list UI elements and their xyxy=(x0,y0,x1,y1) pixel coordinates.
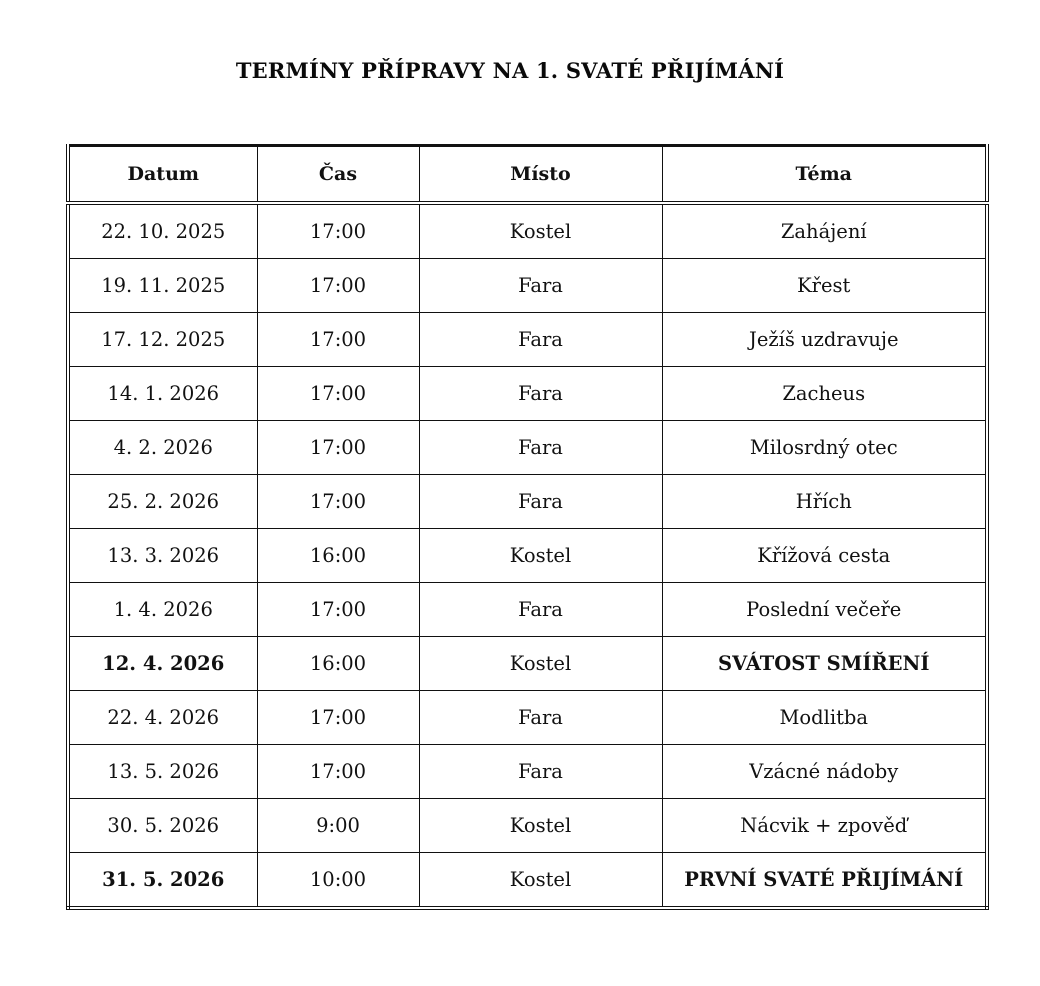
header-place: Místo xyxy=(419,146,662,204)
table-header-row xyxy=(68,146,987,204)
table-row xyxy=(68,259,987,313)
table-row xyxy=(68,799,987,853)
cell-date: 13. 3. 2026 xyxy=(68,529,257,583)
cell-time: 17:00 xyxy=(257,691,419,745)
table-row-highlighted xyxy=(68,637,987,691)
cell-time: 17:00 xyxy=(257,259,419,313)
cell-date: 1. 4. 2026 xyxy=(68,583,257,637)
header-date: Datum xyxy=(68,146,257,204)
schedule-table-container xyxy=(66,144,985,910)
cell-time: 17:00 xyxy=(257,421,419,475)
cell-place: Kostel xyxy=(419,529,662,583)
table-row xyxy=(68,313,987,367)
cell-topic: Nácvik + zpověď xyxy=(662,799,987,853)
cell-time: 17:00 xyxy=(257,583,419,637)
cell-date: 4. 2. 2026 xyxy=(68,421,257,475)
cell-time: 17:00 xyxy=(257,475,419,529)
cell-place: Kostel xyxy=(419,203,662,259)
table-row xyxy=(68,367,987,421)
cell-place: Fara xyxy=(419,475,662,529)
table-row-highlighted xyxy=(68,853,987,909)
cell-date: 13. 5. 2026 xyxy=(68,745,257,799)
cell-place: Fara xyxy=(419,691,662,745)
table-row xyxy=(68,475,987,529)
header-topic: Téma xyxy=(662,146,987,204)
cell-place: Fara xyxy=(419,367,662,421)
cell-topic: Křížová cesta xyxy=(662,529,987,583)
cell-time: 9:00 xyxy=(257,799,419,853)
cell-place: Kostel xyxy=(419,637,662,691)
cell-time: 17:00 xyxy=(257,313,419,367)
table-row xyxy=(68,691,987,745)
cell-time: 10:00 xyxy=(257,853,419,909)
cell-topic: PRVNÍ SVATÉ PŘIJÍMÁNÍ xyxy=(662,853,987,909)
cell-topic: Milosrdný otec xyxy=(662,421,987,475)
cell-topic: Modlitba xyxy=(662,691,987,745)
header-time: Čas xyxy=(257,146,419,204)
cell-date: 30. 5. 2026 xyxy=(68,799,257,853)
cell-place: Fara xyxy=(419,421,662,475)
cell-topic: Poslední večeře xyxy=(662,583,987,637)
cell-topic: Hřích xyxy=(662,475,987,529)
cell-date: 12. 4. 2026 xyxy=(68,637,257,691)
cell-date: 22. 10. 2025 xyxy=(68,203,257,259)
cell-date: 25. 2. 2026 xyxy=(68,475,257,529)
cell-date: 17. 12. 2025 xyxy=(68,313,257,367)
cell-time: 16:00 xyxy=(257,529,419,583)
cell-time: 17:00 xyxy=(257,367,419,421)
table-body xyxy=(68,203,987,908)
table-row xyxy=(68,583,987,637)
table-row xyxy=(68,529,987,583)
cell-time: 17:00 xyxy=(257,745,419,799)
cell-topic: Vzácné nádoby xyxy=(662,745,987,799)
cell-date: 31. 5. 2026 xyxy=(68,853,257,909)
cell-place: Fara xyxy=(419,745,662,799)
cell-place: Kostel xyxy=(419,799,662,853)
table-row xyxy=(68,745,987,799)
cell-time: 16:00 xyxy=(257,637,419,691)
document-title: TERMÍNY PŘÍPRAVY NA 1. SVATÉ PŘIJÍMÁNÍ xyxy=(235,58,785,83)
schedule-table xyxy=(66,144,989,910)
cell-place: Fara xyxy=(419,259,662,313)
cell-place: Fara xyxy=(419,313,662,367)
cell-topic: SVÁTOST SMÍŘENÍ xyxy=(662,637,987,691)
cell-time: 17:00 xyxy=(257,203,419,259)
cell-date: 22. 4. 2026 xyxy=(68,691,257,745)
cell-place: Fara xyxy=(419,583,662,637)
cell-topic: Křest xyxy=(662,259,987,313)
table-row xyxy=(68,421,987,475)
cell-date: 14. 1. 2026 xyxy=(68,367,257,421)
cell-date: 19. 11. 2025 xyxy=(68,259,257,313)
cell-topic: Ježíš uzdravuje xyxy=(662,313,987,367)
table-row xyxy=(68,203,987,259)
cell-topic: Zahájení xyxy=(662,203,987,259)
cell-place: Kostel xyxy=(419,853,662,909)
cell-topic: Zacheus xyxy=(662,367,987,421)
